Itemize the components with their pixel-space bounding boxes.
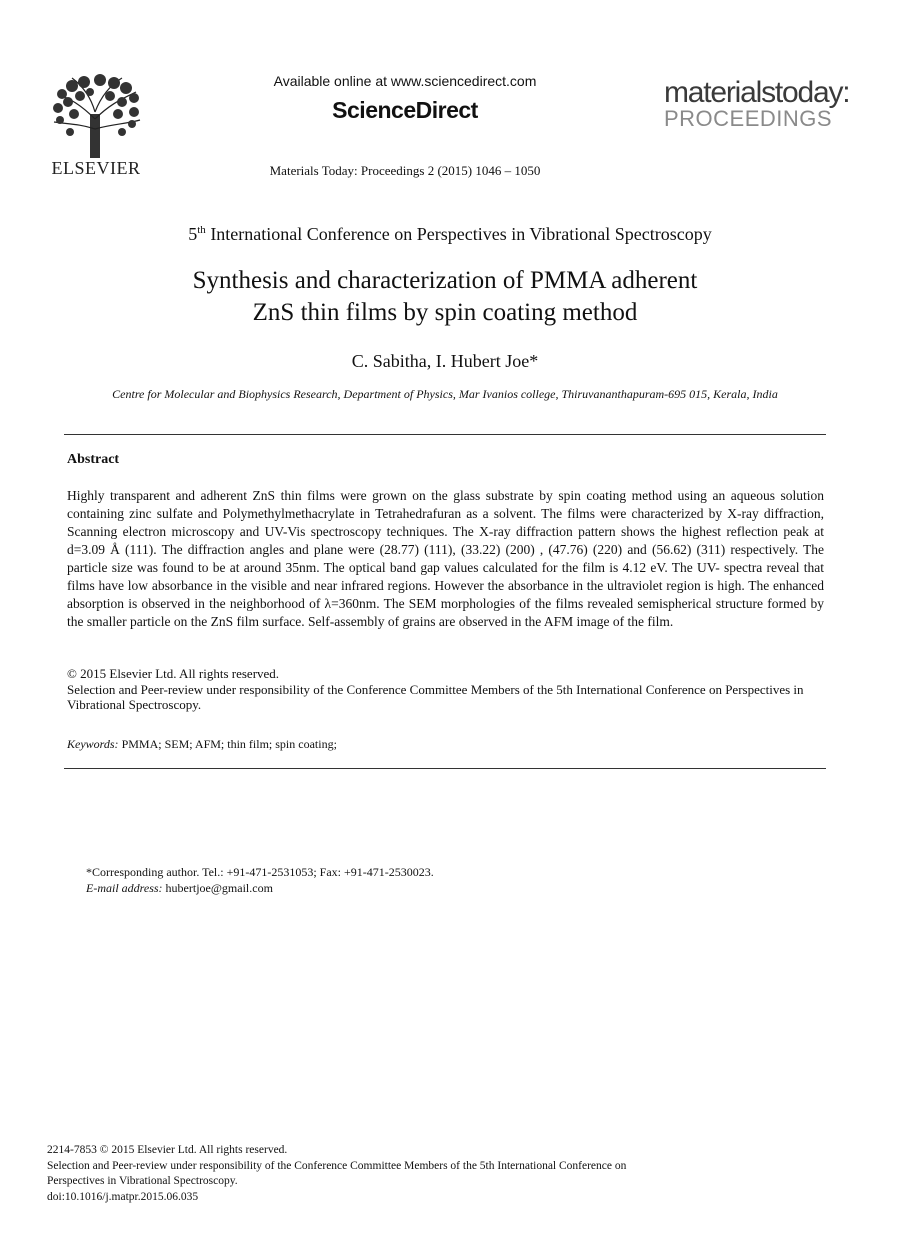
conference-ordinal-suffix: th [197, 224, 206, 236]
available-online-text: Available online at www.sciencedirect.com [273, 73, 537, 89]
conference-ordinal: 5 [188, 224, 198, 244]
email-address[interactable]: hubertjoe@gmail.com [165, 880, 273, 895]
email-line [86, 881, 806, 897]
email-label: E-mail address: [86, 880, 163, 895]
paper-title-line-2: ZnS thin films by spin coating method [252, 299, 638, 326]
elsevier-logo [50, 74, 142, 178]
corresponding-author-line: *Corresponding author. Tel.: +91-471-2531053; Fax: +91-471-2530023. [86, 865, 434, 879]
keywords-label: Keywords: [67, 737, 119, 751]
issn-line: 2214-7853 © 2015 Elsevier Ltd. All rights reserved. [47, 1144, 288, 1156]
authors: C. Sabitha, I. Hubert Joe* [351, 351, 539, 371]
copyright-notice [67, 666, 824, 713]
elsevier-tree-icon [50, 74, 142, 158]
footer-peer-review-line-1: Selection and Peer-review under responsibility of the Conference Committee Members of the 5th International Conference on [47, 1159, 627, 1172]
page-footer [47, 1143, 827, 1205]
elsevier-wordmark: ELSEVIER [51, 158, 141, 178]
copyright-line: © 2015 Elsevier Ltd. All rights reserved. [67, 666, 280, 681]
journal-reference: Materials Today: Proceedings 2 (2015) 1046 – 1050 [269, 163, 541, 178]
paper-title [60, 265, 830, 329]
doi-link[interactable]: doi:10.1016/j.matpr.2015.06.035 [47, 1190, 199, 1203]
peer-review-line: Selection and Peer-review under responsibility of the Conference Committee Members of the 5th International Conference on Perspectives in Vibrational Spectroscopy. [67, 681, 804, 712]
conference-title: International Conference on Perspectives in Vibrational Spectroscopy [210, 224, 712, 244]
paper-title-line-1: Synthesis and characterization of PMMA adherent [192, 267, 698, 294]
divider-bottom [64, 768, 826, 769]
materials-today-logo [664, 78, 854, 130]
sciencedirect-brand: ScienceDirect [332, 97, 478, 123]
proceedings-wordmark: PROCEEDINGS [664, 106, 833, 131]
affiliation: Centre for Molecular and Biophysics Research, Department of Physics, Mar Ivanios college, Thiruvananthapuram-695 015, Kerala, India [112, 387, 778, 401]
divider-top [64, 434, 826, 435]
corresponding-footnote [86, 865, 806, 896]
materials-today-wordmark: materialstoday: [664, 76, 850, 109]
keywords [67, 737, 824, 752]
conference-name [60, 224, 840, 245]
abstract-body: Highly transparent and adherent ZnS thin films were grown on the glass substrate by spin coating method using an aqueous solution containing zinc sulfate and Polymethylmethacrylate in Tetrahedrafuran as a solvent. The films were characterized by X-ray diffraction, Scanning electron microscopy and UV-Vis spectroscopy techniques. The X-ray diffraction pattern shows the highest reflection peak at d=3.09 Å (111). The diffraction angles and plane were (28.77) (111), (33.22) (200) , (47.76) (220) and (56.62) (311) respectively. The particle size was found to be at around 35nm. The optical band gap values calculated for the film is 4.12 eV. The UV- spectra reveal that films have low absorbance in the visible and near infrared regions. However the absorbance in the ultraviolet region is high. The enhanced absorption is observed in the neighborhood of λ=360nm. The SEM morphologies of the films revealed semispherical structure formed by the smaller particle on the ZnS film surface. Self-assembly of grains are observed in the AFM image of the film. [67, 488, 824, 629]
abstract-heading: Abstract [67, 452, 120, 467]
keywords-values: PMMA; SEM; AFM; thin film; spin coating; [121, 737, 337, 751]
footer-peer-review-line-2: Perspectives in Vibrational Spectroscopy. [47, 1175, 238, 1187]
